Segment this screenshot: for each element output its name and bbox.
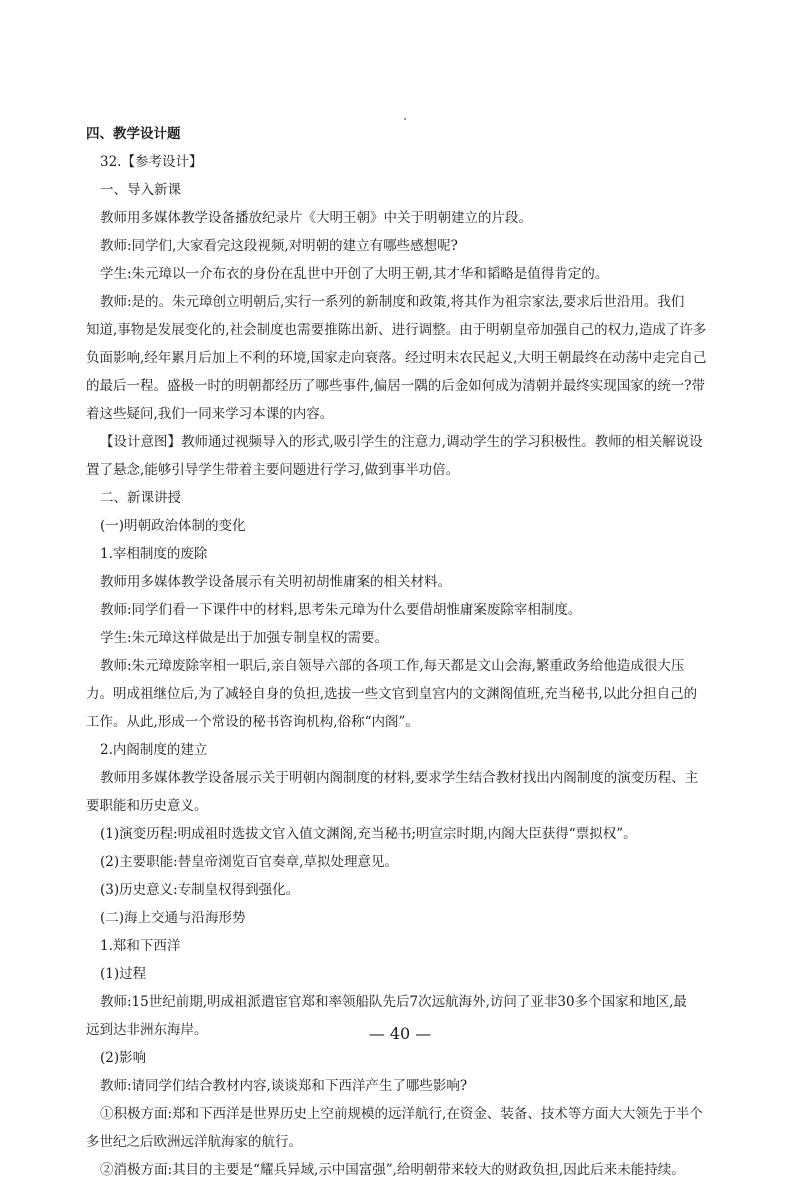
text-line: 1.宰相制度的废除 (100, 546, 208, 562)
text-line: (1)演变历程:明成祖时选拔文官入值文渊阁,充当秘书;明宣宗时期,内阁大臣获得“票拟权”。 (100, 826, 637, 842)
text-line: 要职能和历史意义。 (86, 798, 208, 814)
text-line: 教师:朱元璋废除宰相一职后,亲自领导六部的各项工作,每天都是文山会海,繁重政务给他造成很大压 (100, 658, 685, 674)
text-line: (1)过程 (100, 966, 147, 982)
text-line: 教师:请同学们结合教材内容,谈谈郑和下西洋产生了哪些影响? (100, 1078, 468, 1094)
text-line: 教师:是的。朱元璋创立明朝后,实行一系列的新制度和政策,将其作为祖宗家法,要求后世沿用。我们 (100, 294, 685, 310)
text-line: 教师用多媒体教学设备播放纪录片《大明王朝》中关于明朝建立的片段。 (100, 210, 532, 226)
text-line: ①积极方面:郑和下西洋是世界历史上空前规模的远洋航行,在资金、装备、技术等方面大大领先于半个 (100, 1106, 703, 1122)
text-line: 2.内阁制度的建立 (100, 742, 208, 758)
text-line: 知道,事物是发展变化的,社会制度也需要推陈出新、进行调整。由于明朝皇帝加强自己的权力,造成了许多 (86, 322, 706, 338)
text-line: 教师用多媒体教学设备展示有关明初胡惟庸案的相关材料。 (100, 574, 451, 590)
text-line: ②消极方面:其目的主要是“耀兵异域,示中国富强”,给明朝带来较大的财政负担,因此后来未能持续。 (100, 1162, 685, 1178)
text-line: 学生:朱元璋以一介布衣的身份在乱世中开创了大明王朝,其才华和韬略是值得肯定的。 (100, 266, 609, 282)
text-line: 教师:同学们看一下课件中的材料,思考朱元璋为什么要借胡惟庸案废除宰相制度。 (100, 602, 582, 618)
text-line: 学生:朱元璋这样做是出于加强专制皇权的需要。 (100, 630, 389, 646)
text-line: 置了悬念,能够引导学生带着主要问题进行学习,做到事半功倍。 (86, 462, 460, 478)
text-line: 远到达非洲东海岸。 (86, 1022, 208, 1038)
page-number: — 40 — (368, 1024, 432, 1043)
question-title: 32.【参考设计】 (100, 154, 203, 170)
text-line: 一、导入新课 (100, 182, 181, 198)
text-line: 1.郑和下西洋 (100, 938, 181, 954)
text-line: 负面影响,经年累月后加上不利的环境,国家走向衰落。经过明末农民起义,大明王朝最终在动荡中走完自己 (86, 350, 706, 366)
text-line: 教师:同学们,大家看完这段视频,对明朝的建立有哪些感想呢? (100, 238, 458, 254)
text-line: 教师:15世纪前期,明成祖派遣宦官郑和率领船队先后7次远航海外,访问了亚非30多个国家和地区,最 (100, 994, 687, 1010)
text-line: (2)主要职能:替皇帝浏览百官奏章,草拟处理意见。 (100, 854, 398, 870)
text-line: (2)影响 (100, 1050, 147, 1066)
text-line: (3)历史意义:专制皇权得到强化。 (100, 882, 300, 898)
text-line: 【设计意图】教师通过视频导入的形式,吸引学生的注意力,调动学生的学习积极性。教师的相关解说设 (100, 434, 703, 450)
text-line: (二)海上交通与沿海形势 (100, 910, 246, 926)
text-line: 工作。从此,形成一个常设的秘书咨询机构,俗称“内阁”。 (86, 714, 419, 730)
text-line: 的最后一程。盛极一时的明朝都经历了哪些事件,偏居一隅的后金如何成为清朝并最终实现国家的统一?带 (86, 378, 706, 394)
text-line: (一)明朝政治体制的变化 (100, 518, 246, 534)
text-line: 教师用多媒体教学设备展示关于明朝内阁制度的材料,要求学生结合教材找出内阁制度的演变历程、主 (100, 770, 699, 786)
text-line: 二、新课讲授 (100, 490, 181, 506)
section-title: 四、教学设计题 (86, 126, 181, 142)
text-line: 着这些疑问,我们一同来学习本课的内容。 (86, 406, 334, 422)
text-line: 力。明成祖继位后,为了减轻自身的负担,选拔一些文官到皇宫内的文渊阁值班,充当秘书,以此分担自己的 (86, 686, 698, 702)
text-line: 多世纪之后欧洲远洋航海家的航行。 (86, 1134, 302, 1150)
